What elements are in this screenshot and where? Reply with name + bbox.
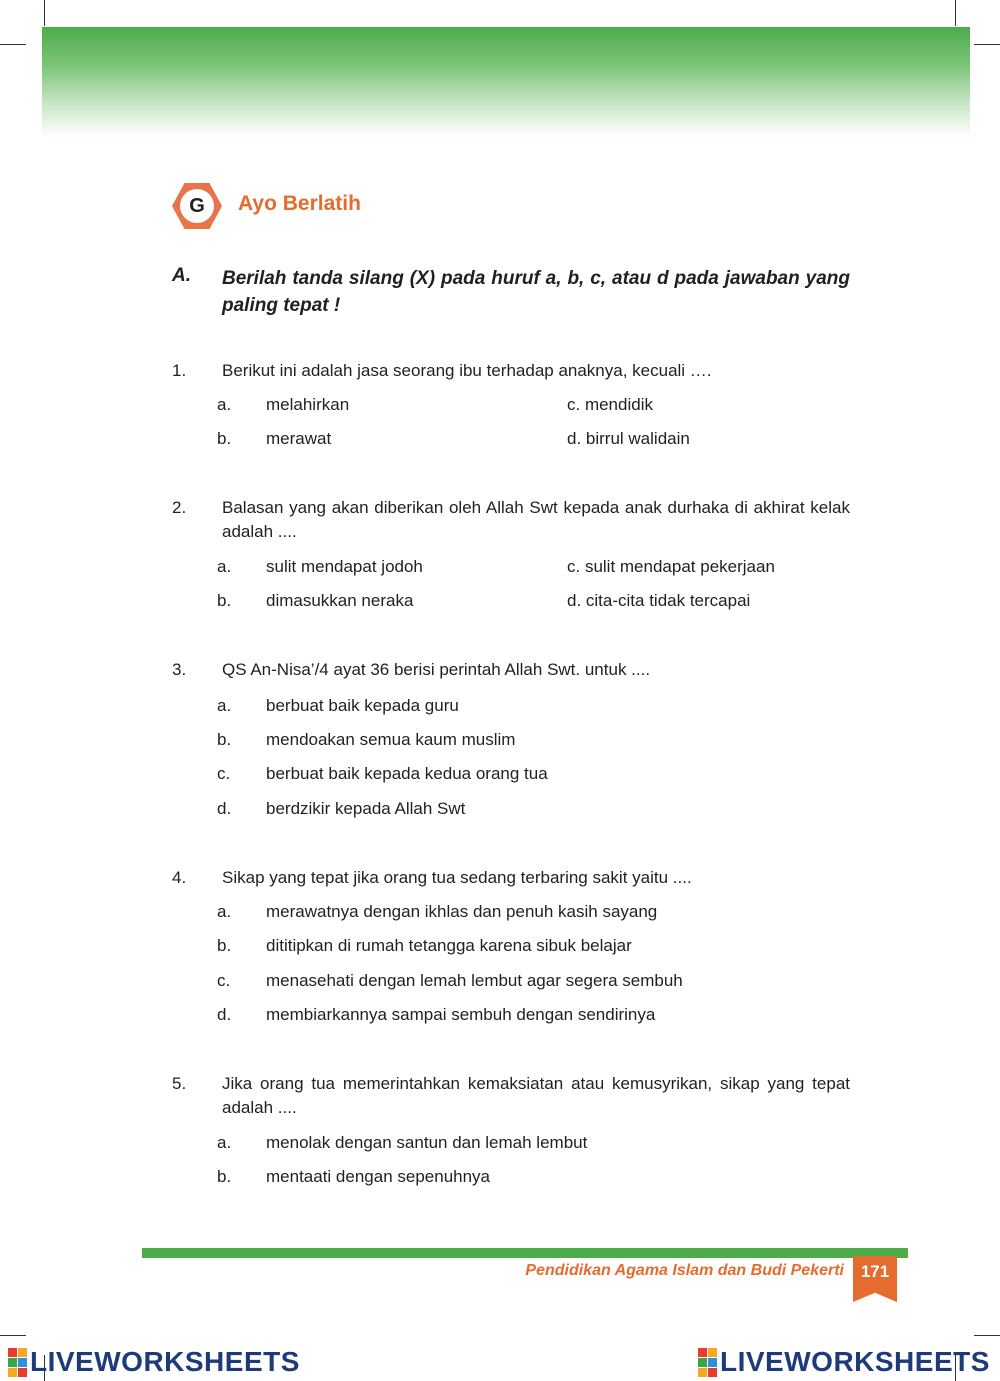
crop-mark	[0, 1335, 26, 1336]
liveworksheets-logo	[8, 1347, 300, 1377]
option-text[interactable]: sulit mendapat jodoh	[266, 557, 423, 576]
option-text[interactable]: merawat	[266, 429, 332, 448]
question-text: Balasan yang akan diberikan oleh Allah Swt kepada anak durhaka di akhirat kelak adalah ....	[222, 498, 850, 541]
question-text: Sikap yang tepat jika orang tua sedang terbaring sakit yaitu ....	[222, 868, 692, 887]
option-letter[interactable]: b.	[217, 936, 232, 955]
option-text[interactable]: melahirkan	[266, 395, 350, 414]
footer-green-bar	[142, 1248, 908, 1258]
question-number: 2.	[172, 498, 187, 517]
option-letter[interactable]: a.	[217, 902, 232, 921]
crop-mark	[955, 0, 956, 26]
option-text[interactable]: c. mendidik	[567, 395, 653, 414]
liveworksheets-logo	[698, 1347, 990, 1377]
liveworksheets-grid-icon	[698, 1348, 717, 1377]
option-letter[interactable]: d.	[217, 799, 232, 818]
footer-book-title: Pendidikan Agama Islam dan Budi Pekerti	[525, 1262, 844, 1279]
liveworksheets-wordmark: LIVEWORKSHEETS	[30, 1346, 300, 1377]
liveworksheets-grid-icon	[8, 1348, 27, 1377]
option-text[interactable]: berbuat baik kepada guru	[266, 696, 459, 715]
question-number: 3.	[172, 660, 187, 679]
option-text[interactable]: dimasukkan neraka	[266, 591, 414, 610]
option-letter[interactable]: b.	[217, 730, 232, 749]
question-number: 4.	[172, 868, 187, 887]
option-letter[interactable]: a.	[217, 395, 232, 414]
section-title: Ayo Berlatih	[238, 192, 361, 215]
option-letter[interactable]: a.	[217, 557, 232, 576]
option-text[interactable]: berdzikir kepada Allah Swt	[266, 799, 466, 818]
option-text[interactable]: mentaati dengan sepenuhnya	[266, 1167, 491, 1186]
option-text[interactable]: menasehati dengan lemah lembut agar segera sembuh	[266, 971, 683, 990]
option-letter[interactable]: a.	[217, 696, 232, 715]
option-text[interactable]: menolak dengan santun dan lemah lembut	[266, 1133, 588, 1152]
header-green-band	[42, 27, 970, 137]
question-number: 5.	[172, 1074, 187, 1093]
crop-mark	[974, 44, 1000, 45]
question-number: 1.	[172, 361, 187, 380]
option-text[interactable]: d. birrul walidain	[567, 429, 690, 448]
question-text: Jika orang tua memerintahkan kemaksiatan atau kemusyrikan, sikap yang tepat adalah ....	[222, 1074, 850, 1117]
question-text: QS An-Nisa’/4 ayat 36 berisi perintah Allah Swt. untuk ....	[222, 660, 651, 679]
option-letter[interactable]: a.	[217, 1133, 232, 1152]
crop-mark	[0, 44, 26, 45]
option-letter[interactable]: d.	[217, 1005, 232, 1024]
question-text: Berikut ini adalah jasa seorang ibu terhadap anaknya, kecuali ….	[222, 361, 712, 380]
option-letter[interactable]: c.	[217, 764, 231, 783]
crop-mark	[974, 1335, 1000, 1336]
page-number: 171	[860, 1262, 890, 1281]
option-letter[interactable]: b.	[217, 1167, 232, 1186]
option-text[interactable]: berbuat baik kepada kedua orang tua	[266, 764, 548, 783]
option-text[interactable]: dititipkan di rumah tetangga karena sibuk belajar	[266, 936, 632, 955]
instruction-text: Berilah tanda silang (X) pada huruf a, b, c, atau d pada jawaban yang paling tepat !	[222, 268, 850, 316]
option-text[interactable]: membiarkannya sampai sembuh dengan sendirinya	[266, 1005, 656, 1024]
option-letter[interactable]: b.	[217, 429, 232, 448]
section-letter: G	[189, 194, 205, 217]
option-letter[interactable]: c.	[217, 971, 231, 990]
option-text[interactable]: mendoakan semua kaum muslim	[266, 730, 516, 749]
option-text[interactable]: c. sulit mendapat pekerjaan	[567, 557, 775, 576]
liveworksheets-wordmark: LIVEWORKSHEETS	[720, 1346, 990, 1377]
option-letter[interactable]: b.	[217, 591, 232, 610]
section-letter-badge	[180, 189, 214, 223]
option-text[interactable]: merawatnya dengan ikhlas dan penuh kasih sayang	[266, 902, 658, 921]
crop-mark	[44, 0, 45, 26]
option-text[interactable]: d. cita-cita tidak tercapai	[567, 591, 751, 610]
instruction-letter: A.	[172, 265, 191, 286]
